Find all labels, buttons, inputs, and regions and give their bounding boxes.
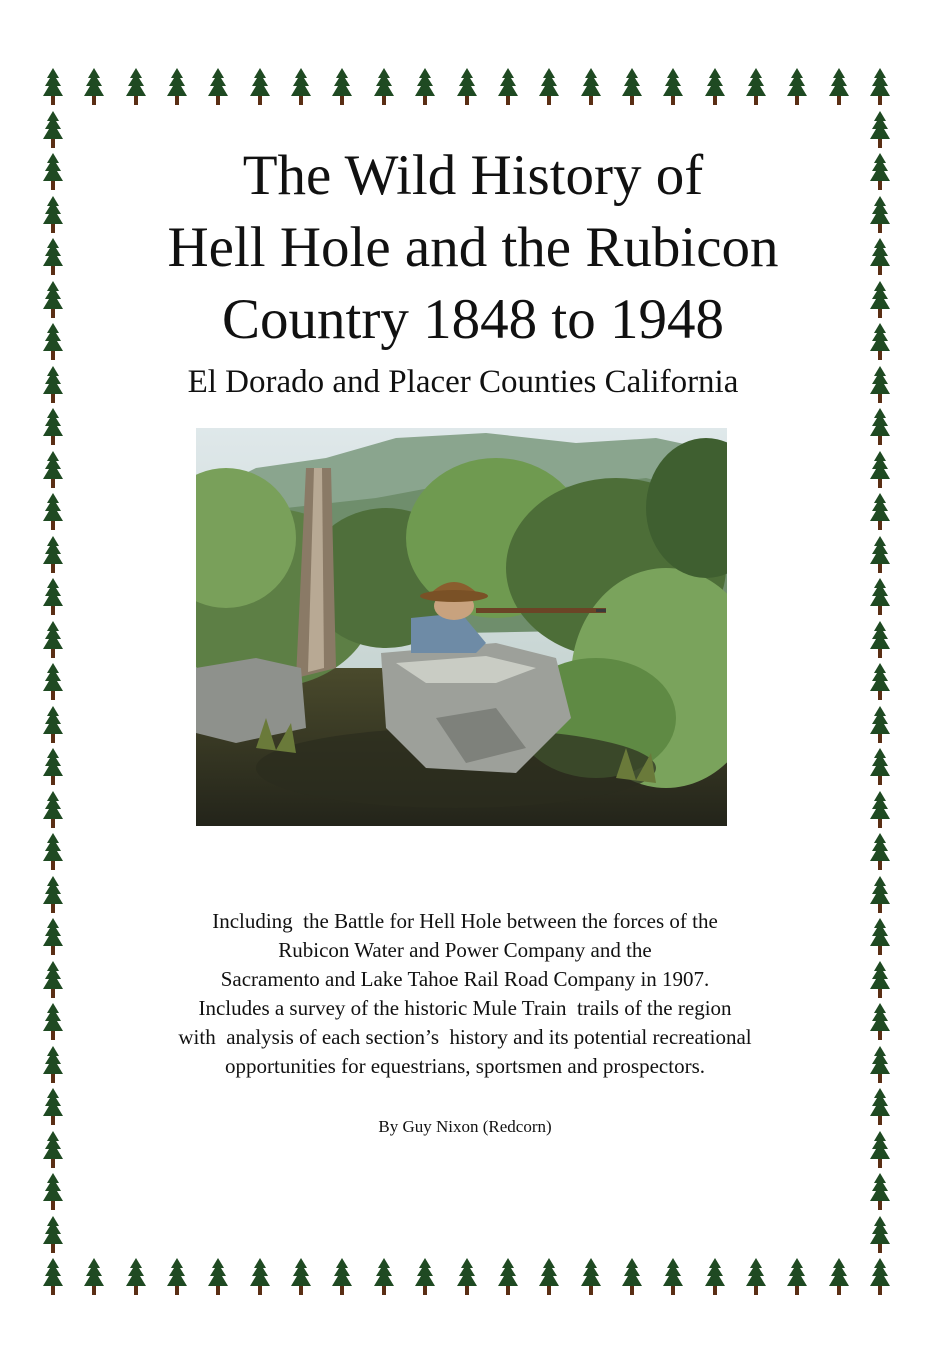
pine-tree-icon [42, 451, 64, 489]
pine-tree-icon [497, 1258, 519, 1296]
cover-author: By Guy Nixon (Redcorn) [378, 1117, 552, 1136]
cover-photo [196, 428, 727, 826]
pine-tree-icon [869, 833, 891, 871]
pine-tree-icon [786, 68, 808, 106]
pine-tree-icon [290, 1258, 312, 1296]
rifleman-in-forest-illustration [196, 428, 727, 826]
pine-tree-icon [869, 706, 891, 744]
pine-tree-icon [42, 1216, 64, 1254]
pine-tree-icon [786, 1258, 808, 1296]
pine-tree-icon [83, 68, 105, 106]
pine-tree-icon [42, 68, 64, 106]
title-line: Country 1848 to 1948 [222, 288, 724, 351]
pine-tree-icon [414, 1258, 436, 1296]
cover-description [0, 907, 930, 1081]
cover-subtitle: El Dorado and Placer Counties California [187, 364, 739, 400]
pine-tree-icon [662, 1258, 684, 1296]
pine-tree-icon [290, 68, 312, 106]
pine-tree-icon [42, 663, 64, 701]
pine-tree-icon [166, 1258, 188, 1296]
pine-tree-icon [42, 408, 64, 446]
pine-tree-icon [125, 68, 147, 106]
pine-tree-icon [42, 706, 64, 744]
pine-tree-icon [869, 451, 891, 489]
description-line: Sacramento and Lake Tahoe Rail Road Company in 1907. [220, 967, 710, 991]
pine-tree-icon [621, 68, 643, 106]
pine-tree-icon [538, 1258, 560, 1296]
pine-tree-icon [42, 791, 64, 829]
pine-tree-icon [580, 68, 602, 106]
pine-tree-icon [869, 578, 891, 616]
pine-tree-icon [42, 1258, 64, 1296]
pine-tree-icon [414, 68, 436, 106]
pine-tree-icon [42, 1173, 64, 1211]
pine-tree-icon [869, 493, 891, 531]
pine-tree-icon [42, 621, 64, 659]
pine-tree-icon [331, 68, 353, 106]
pine-tree-icon [869, 408, 891, 446]
description-line: Including the Battle for Hell Hole between the forces of the [212, 909, 718, 933]
pine-tree-icon [869, 1258, 891, 1296]
pine-tree-icon [166, 68, 188, 106]
pine-tree-icon [373, 1258, 395, 1296]
description-line: with analysis of each section’s history and its potential recreational [178, 1025, 752, 1049]
description-line: opportunities for equestrians, sportsmen and prospectors. [225, 1054, 705, 1078]
pine-tree-icon [745, 1258, 767, 1296]
pine-tree-icon [497, 68, 519, 106]
pine-tree-icon [249, 1258, 271, 1296]
pine-tree-icon [662, 68, 684, 106]
pine-tree-icon [207, 68, 229, 106]
title-line: The Wild History of [242, 144, 704, 207]
pine-tree-icon [621, 1258, 643, 1296]
pine-tree-icon [42, 748, 64, 786]
pine-tree-icon [456, 68, 478, 106]
pine-tree-icon [869, 1216, 891, 1254]
pine-tree-icon [869, 536, 891, 574]
pine-tree-icon [869, 621, 891, 659]
pine-tree-icon [704, 68, 726, 106]
pine-tree-icon [538, 68, 560, 106]
pine-tree-icon [869, 791, 891, 829]
pine-tree-icon [125, 1258, 147, 1296]
pine-tree-icon [828, 1258, 850, 1296]
pine-tree-icon [42, 536, 64, 574]
pine-tree-icon [869, 663, 891, 701]
description-line: Includes a survey of the historic Mule Train trails of the region [198, 996, 732, 1020]
pine-tree-icon [869, 1173, 891, 1211]
cover-title [0, 140, 946, 356]
pine-tree-icon [42, 578, 64, 616]
pine-tree-icon [869, 748, 891, 786]
pine-tree-icon [869, 68, 891, 106]
pine-tree-icon [42, 493, 64, 531]
pine-tree-icon [580, 1258, 602, 1296]
pine-tree-icon [331, 1258, 353, 1296]
pine-tree-icon [42, 833, 64, 871]
description-line: Rubicon Water and Power Company and the [278, 938, 652, 962]
pine-tree-icon [207, 1258, 229, 1296]
pine-tree-icon [373, 68, 395, 106]
pine-tree-icon [704, 1258, 726, 1296]
pine-tree-icon [828, 68, 850, 106]
pine-tree-icon [83, 1258, 105, 1296]
pine-tree-icon [456, 1258, 478, 1296]
pine-tree-icon [249, 68, 271, 106]
title-line: Hell Hole and the Rubicon [167, 216, 779, 279]
pine-tree-icon [745, 68, 767, 106]
